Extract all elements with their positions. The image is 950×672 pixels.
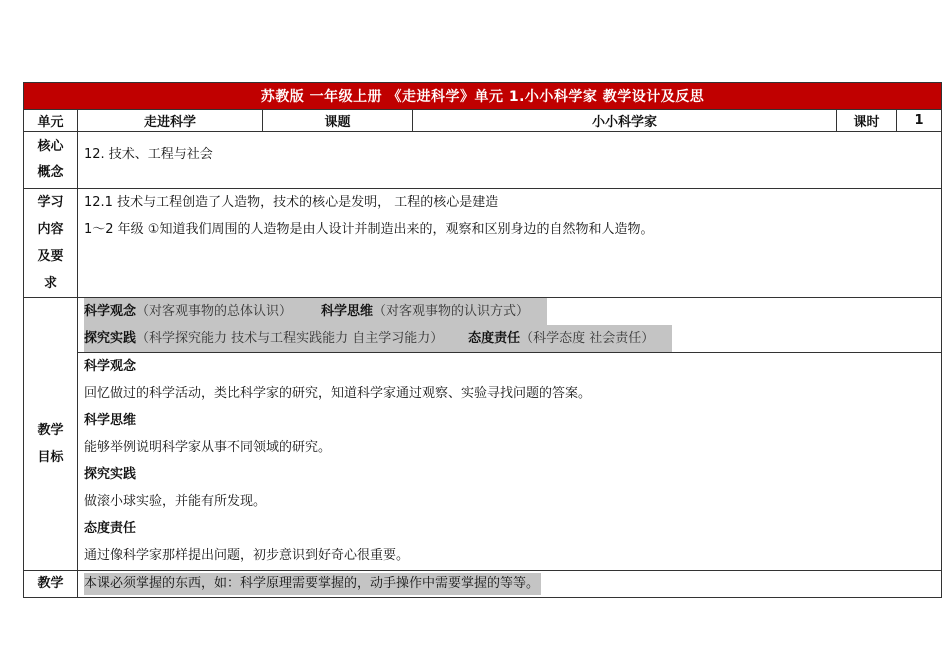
goal-heading: 探究实践 bbox=[84, 467, 137, 482]
goal-text: 回忆做过的科学活动，类比科学家的研究，知道科学家通过观察、实验寻找问题的答案。 bbox=[84, 386, 592, 401]
goals-content bbox=[78, 298, 942, 571]
period-label: 课时 bbox=[837, 110, 897, 132]
unit-label: 单元 bbox=[24, 110, 78, 132]
topic-label: 课题 bbox=[263, 110, 413, 132]
goals-details bbox=[78, 353, 941, 569]
goal-text: 能够举例说明科学家从事不同领域的研究。 bbox=[84, 440, 332, 455]
unit-value: 走进科学 bbox=[78, 110, 263, 132]
period-value: 1 bbox=[897, 110, 942, 132]
requirements-label: 学习 内容 及要 求 bbox=[24, 189, 78, 298]
goal-summary-row-1: 科学观念（对客观事物的总体认识） 科学思维（对客观事物的认识方式） bbox=[84, 298, 547, 325]
title-row bbox=[24, 83, 942, 110]
document-title: 苏教版 一年级上册 《走进科学》单元 1.小小科学家 教学设计及反思 bbox=[24, 83, 942, 110]
core-concept-value: 12. 技术、工程与社会 bbox=[78, 132, 942, 189]
lesson-plan-table bbox=[23, 82, 942, 598]
goals-row bbox=[24, 298, 942, 571]
core-concept-row bbox=[24, 132, 942, 189]
goal-text: 通过像科学家那样提出问题，初步意识到好奇心很重要。 bbox=[84, 548, 410, 563]
key-points-label: 教学 bbox=[24, 571, 78, 598]
key-points-content bbox=[78, 571, 942, 598]
requirements-row bbox=[24, 189, 942, 298]
key-points-row bbox=[24, 571, 942, 598]
header-row bbox=[24, 110, 942, 132]
key-points-text: 本课必须掌握的东西，如：科学原理需要掌握的，动手操作中需要掌握的等等。 bbox=[84, 573, 541, 595]
goal-text: 做滚小球实验，并能有所发现。 bbox=[84, 494, 267, 509]
goals-summary bbox=[78, 298, 941, 353]
requirement-line-1: 12.1 技术与工程创造了人造物，技术的核心是发明， 工程的核心是建造 bbox=[84, 195, 499, 210]
core-concept-label: 核心 概念 bbox=[24, 132, 78, 189]
goal-heading: 科学思维 bbox=[84, 413, 137, 428]
requirement-line-2: 1～2 年级 ①知道我们周围的人造物是由人设计并制造出来的，观察和区别身边的自然物和人造物。 bbox=[84, 222, 654, 237]
goal-heading: 科学观念 bbox=[84, 359, 137, 374]
goal-summary-row-2: 探究实践（科学探究能力 技术与工程实践能力 自主学习能力） 态度责任（科学态度 社会责任） bbox=[84, 325, 672, 352]
requirements-content bbox=[78, 189, 942, 298]
lesson-plan-document bbox=[23, 82, 941, 598]
goal-heading: 态度责任 bbox=[84, 521, 137, 536]
topic-value: 小小科学家 bbox=[413, 110, 837, 132]
goals-label: 教学 目标 bbox=[24, 298, 78, 571]
